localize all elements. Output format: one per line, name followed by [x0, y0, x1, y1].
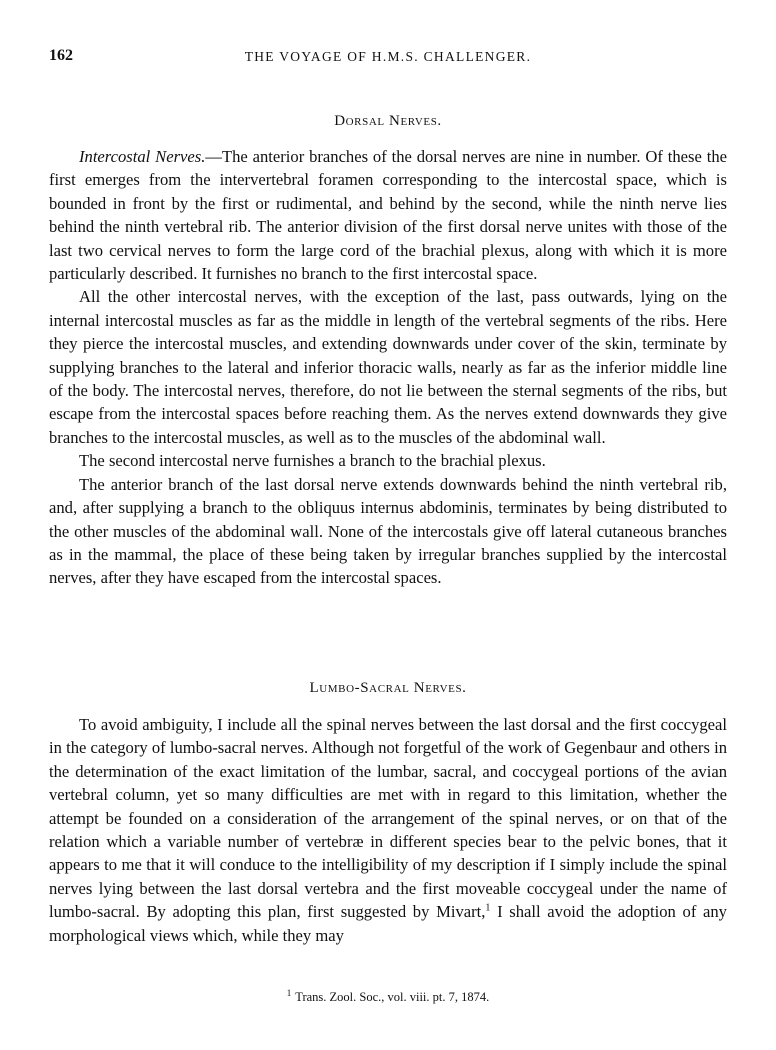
running-head [49, 47, 727, 69]
intercostal-nerves-lead: Intercostal Nerves. [79, 147, 206, 166]
dorsal-paragraph-3: The second intercostal nerve furnishes a branch to the brachial plexus. [79, 451, 546, 471]
lumbo-sacral-paragraph-text: To avoid ambiguity, I include all the spinal nerves between the last dorsal and the first coccygeal in the category of lumbo-sacral nerves. Although not forgetful of the work of Gegenbaur and others in the determination of the exact limitation of the lumbar, sacral, and coccygeal portions of the avian vertebral column, yet so many difficulties are met with in regard to this limitation, whether the attempt be founded on a consideration of the arrangement of the spinal nerves, or on that of the relation which a variable number of vertebræ in different species bear to the pelvic bones, that it appears to me that it will conduce to the intelligibility of my description if I simply include the spinal nerves lying between the last dorsal vertebra and the first moveable coccygeal under the name of lumbo-sacral. By adopting this plan, first suggested by Mivart, [49, 715, 727, 922]
dorsal-nerves-heading: Dorsal Nerves. [334, 113, 442, 129]
dorsal-paragraph-4: The anterior branch of the last dorsal nerve extends downwards behind the ninth vertebral rib, and, after supplying a branch to the obliquus internus abdominis, terminates by being distributed to the other muscles of the abdominal wall. None of the intercostals give off lateral cutaneous branches as in the mammal, the place of these being taken by irregular branches supplied by the intercostal nerves, after they have escaped from the intercostal spaces. [49, 474, 727, 588]
page-number: 162 [49, 47, 73, 64]
lumbo-sacral-section [49, 713, 727, 947]
running-title: THE VOYAGE OF H.M.S. CHALLENGER. [244, 49, 532, 64]
footnote-mark: 1 [286, 987, 292, 998]
dorsal-paragraph-1 [49, 145, 727, 285]
book-page [49, 0, 727, 1050]
footnote [49, 987, 727, 1005]
dorsal-nerves-section [49, 145, 727, 590]
footnote-text: Trans. Zool. Soc., vol. viii. pt. 7, 1874. [295, 990, 490, 1004]
lumbo-sacral-nerves-heading: Lumbo-Sacral Nerves. [309, 680, 467, 696]
dorsal-paragraph-2: All the other intercostal nerves, with the exception of the last, pass outwards, lying on the internal intercostal muscles as far as the middle in length of the vertebral segments of the ribs. Here they pierce the intercostal muscles, and extending downwards under cover of the skin, terminate by supplying branches to the lateral and inferior thoracic walls, nearly as far as the inferior middle line of the body. The intercostal nerves, therefore, do not lie between the sternal segments of the ribs, but escape from the intercostal spaces before reaching them. As the nerves extend downwards they give branches to the intercostal muscles, as well as to the muscles of the abdominal wall. [49, 287, 727, 447]
footnote-reference: 1 [485, 902, 491, 914]
lumbo-sacral-paragraph-end: I shall avoid the adoption of any morphological views which, while they may [49, 902, 727, 945]
lumbo-sacral-paragraph [49, 713, 727, 947]
dorsal-paragraph-1-text: —The anterior branches of the dorsal nerves are nine in number. Of these the first emerges from the intervertebral foramen corresponding to the intercostal space, which is bounded in front by the first or rudimental, and behind by the second, while the ninth nerve lies behind the ninth vertebral rib. The anterior division of the first dorsal nerve unites with those of the last two cervical nerves to form the large cord of the brachial plexus, along with which it is more particularly described. It furnishes no branch to the first intercostal space. [49, 147, 728, 284]
